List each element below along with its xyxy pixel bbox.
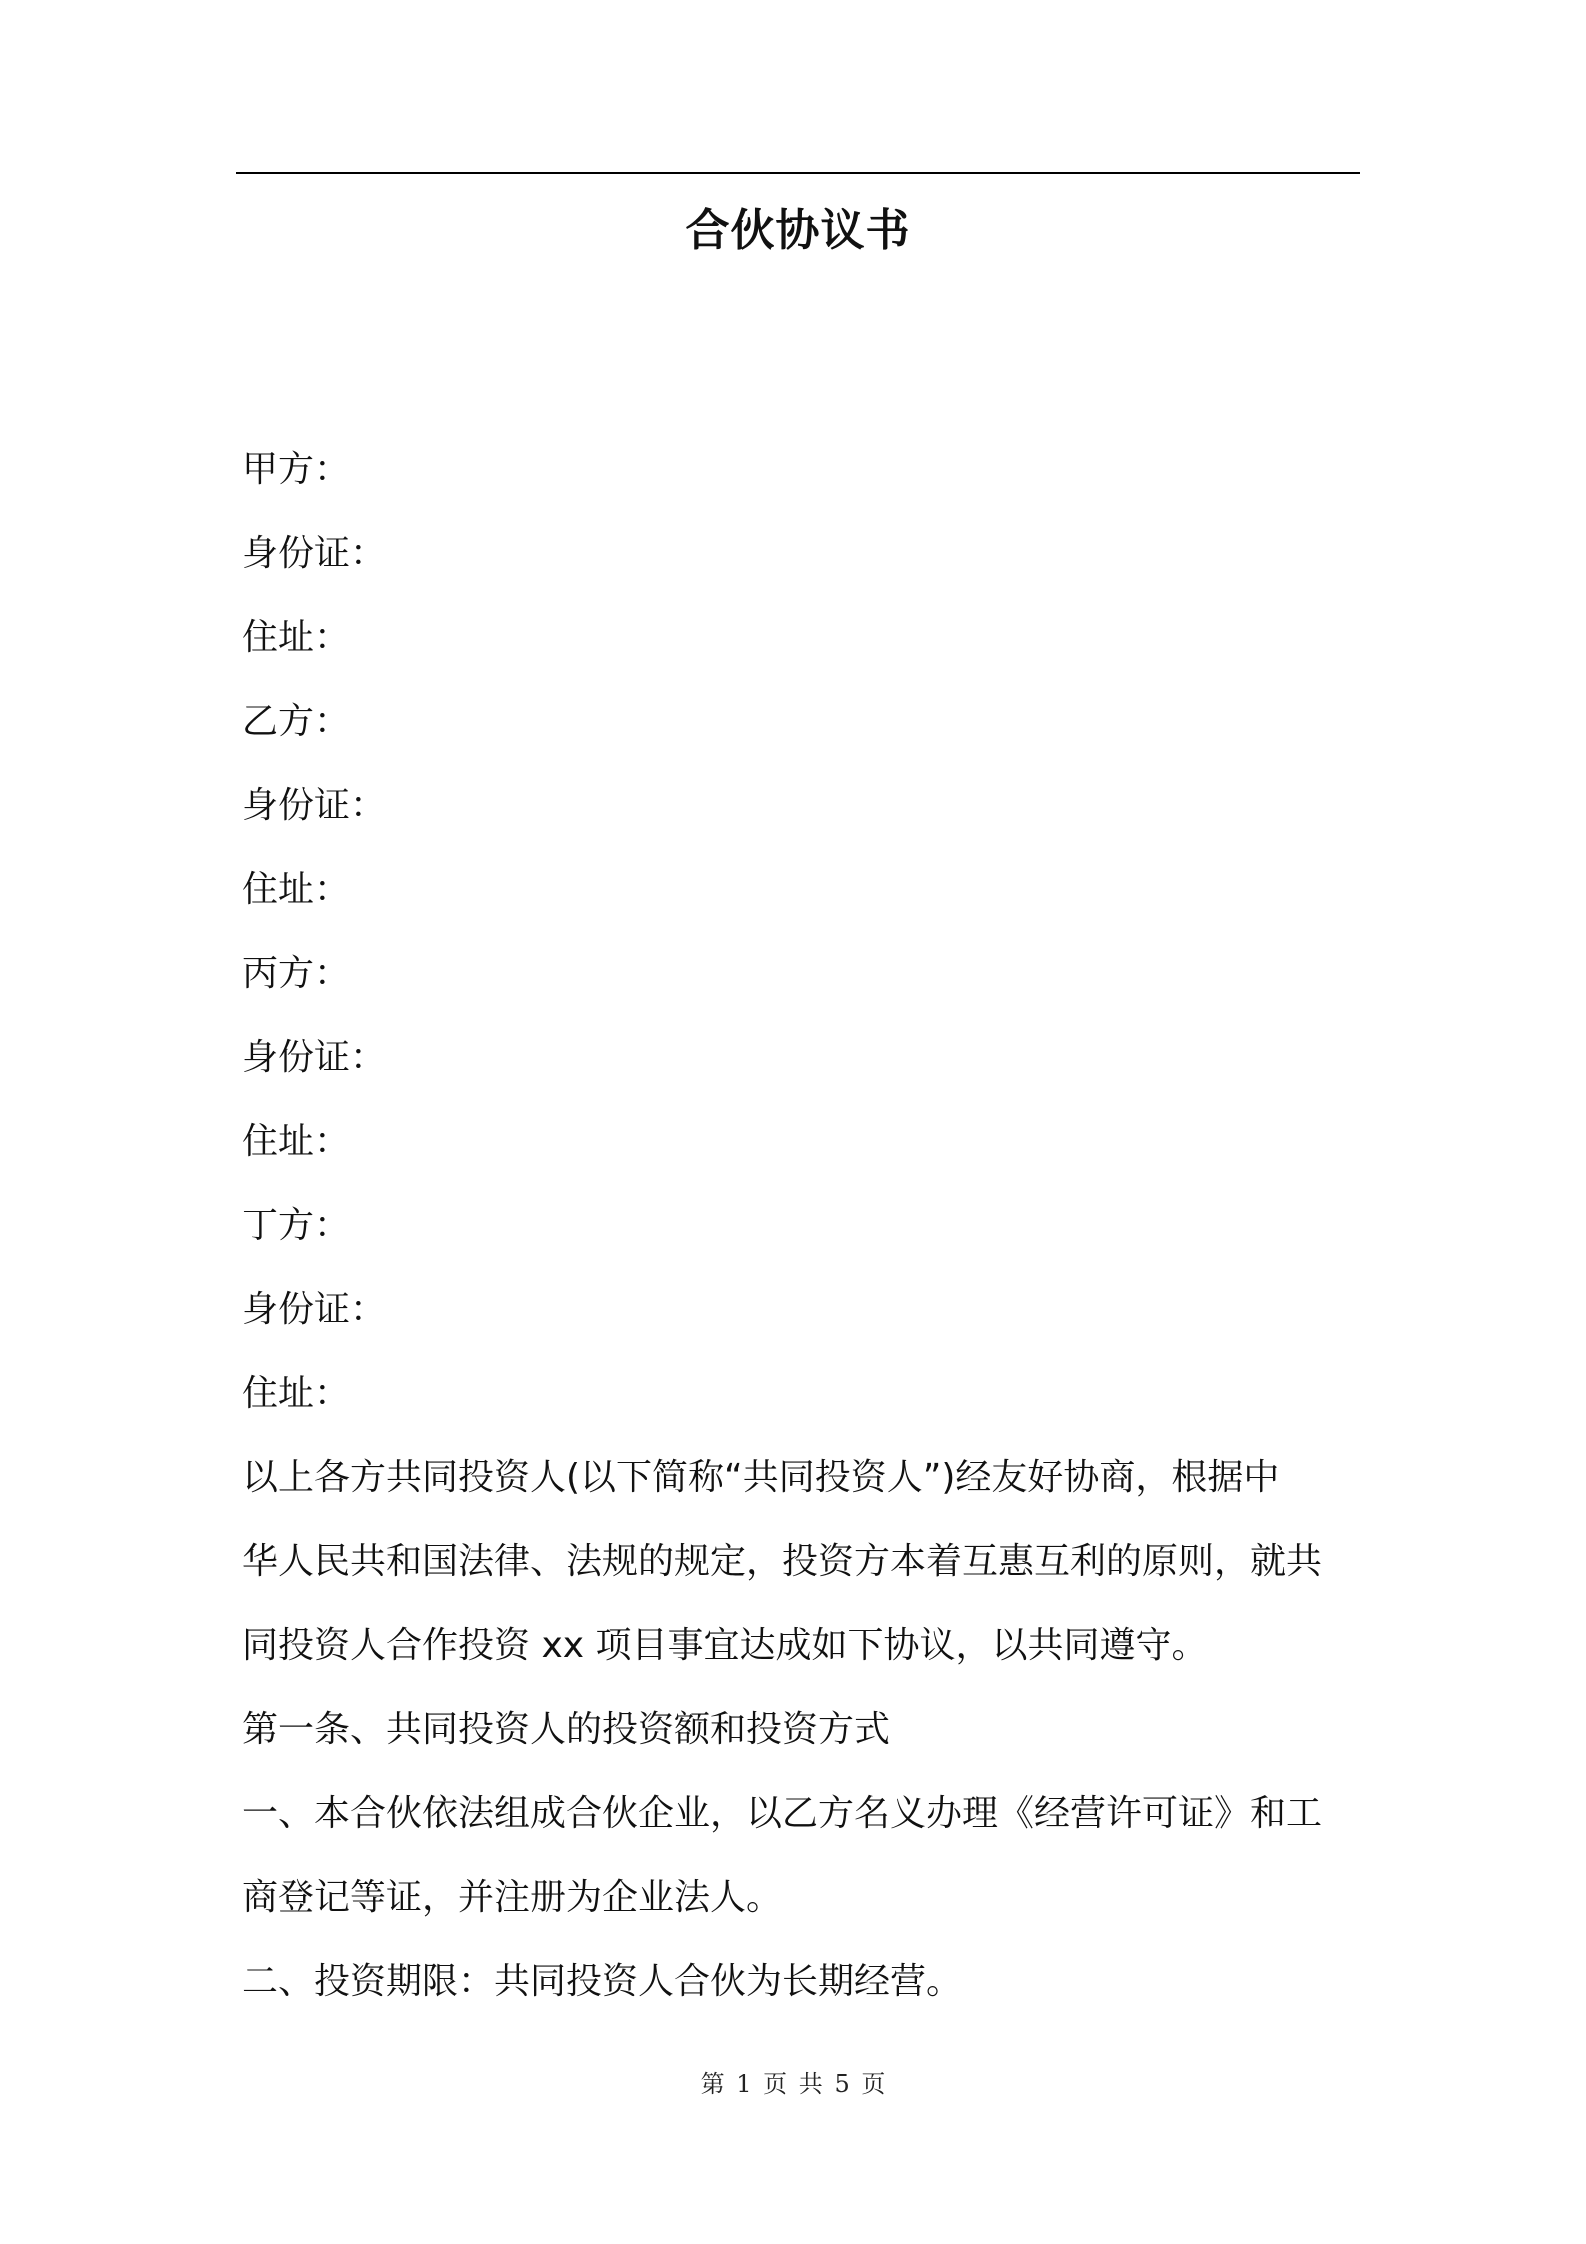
clause-1-line: 一、本合伙依法组成合伙企业，以乙方名义办理《经营许可证》和工 xyxy=(242,1793,1323,1834)
party-c-label: 丙方： xyxy=(242,953,351,994)
header-rule xyxy=(236,172,1360,174)
party-c-address-label: 住址： xyxy=(242,1121,351,1162)
intro-line: 同投资人合作投资 xx 项目事宜达成如下协议，以共同遵守。 xyxy=(242,1625,1208,1666)
article-1-heading: 第一条、共同投资人的投资额和投资方式 xyxy=(242,1709,891,1750)
document-title: 合伙协议书 xyxy=(685,205,911,256)
party-d-label: 丁方： xyxy=(242,1205,351,1246)
intro-line: 以上各方共同投资人(以下简称“共同投资人”)经友好协商，根据中 xyxy=(242,1457,1280,1498)
party-a-label: 甲方： xyxy=(242,449,351,490)
document-body xyxy=(242,428,1362,2024)
party-d-id-label: 身份证： xyxy=(242,1289,387,1330)
party-b-label: 乙方： xyxy=(242,701,351,742)
party-d-address-label: 住址： xyxy=(242,1373,351,1414)
party-b-id-label: 身份证： xyxy=(242,785,387,826)
intro-line: 华人民共和国法律、法规的规定，投资方本着互惠互利的原则，就共 xyxy=(242,1541,1323,1582)
clause-1-paragraph xyxy=(242,1772,1362,1940)
clause-2: 二、投资期限：共同投资人合伙为长期经营。 xyxy=(242,1961,963,2002)
page-number-footer: 第 1 页 共 5 页 xyxy=(700,2070,886,2098)
clause-1-line: 商登记等证，并注册为企业法人。 xyxy=(242,1877,783,1918)
party-b-address-label: 住址： xyxy=(242,869,351,910)
party-c-id-label: 身份证： xyxy=(242,1037,387,1078)
party-a-address-label: 住址： xyxy=(242,617,351,658)
party-a-id-label: 身份证： xyxy=(242,533,387,574)
intro-paragraph xyxy=(242,1436,1362,1688)
